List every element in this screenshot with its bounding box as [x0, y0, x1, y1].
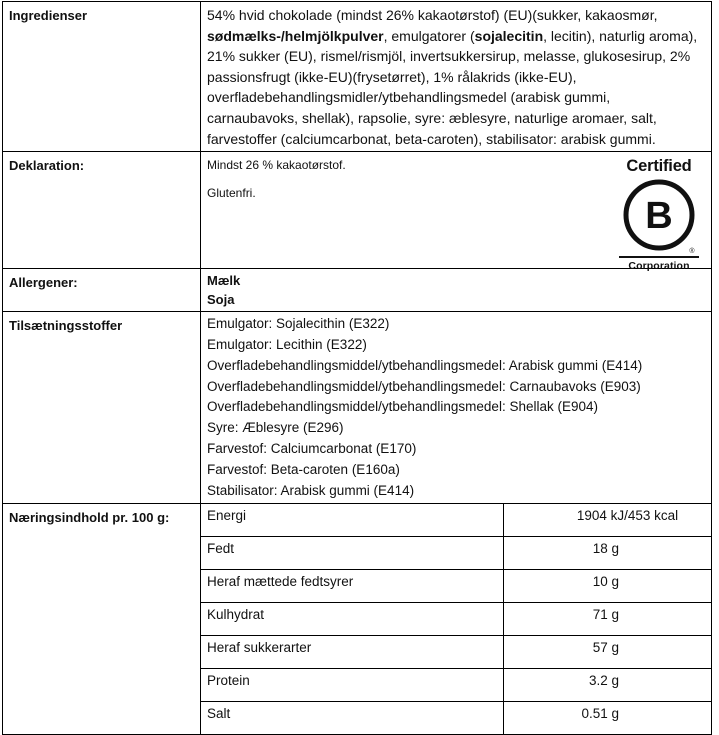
nutrition-table: [201, 504, 711, 734]
declaration-cocoa-text: Mindst 26 % kakaotørstof.: [207, 158, 346, 173]
ingredients-text-part: 54% hvid chokolade (mindst 26% kakaotørstof) (EU)(sukker, kakaosmør,: [207, 7, 658, 23]
nutrition-table-row: [201, 504, 711, 537]
nutrient-value: 57 g: [504, 636, 712, 669]
ingredients-allergen-milk: sødmælks-/helmjölkpulver: [207, 27, 384, 44]
additive-item: Overfladebehandlingsmiddel/ytbehandlingsmedel: Carnaubavoks (E903): [207, 378, 641, 394]
b-corp-corporation-text: Corporation: [628, 260, 690, 273]
additive-item: Syre: Æblesyre (E296): [207, 420, 344, 436]
nutrient-name: Heraf sukkerarter: [201, 636, 504, 669]
nutrition-table-row: [201, 669, 711, 702]
nutrient-value: 3.2 g: [504, 669, 712, 702]
b-corp-letter: B: [645, 195, 673, 238]
nutrient-name: Kulhydrat: [201, 603, 504, 636]
ingredients-cell: [201, 2, 712, 152]
declaration-gluten-text: Glutenfri.: [207, 186, 256, 201]
additive-item: Emulgator: Lecithin (E322): [207, 336, 367, 352]
nutrition-label: Næringsindhold pr. 100 g:: [3, 504, 201, 735]
allergen-milk: Mælk: [207, 273, 241, 289]
allergen-soy: Soja: [207, 292, 235, 308]
nutrient-value: 10 g: [504, 570, 712, 603]
additive-item: Farvestof: Beta-caroten (E160a): [207, 461, 400, 477]
nutrient-value: 1904 kJ/453 kcal: [504, 504, 712, 537]
b-corp-certified-text: Certified: [626, 157, 692, 176]
ingredients-text: [207, 4, 705, 149]
nutrition-table-row: [201, 702, 711, 735]
nutrition-row: [3, 504, 712, 735]
nutrition-table-row: [201, 537, 711, 570]
nutrition-table-row: [201, 636, 711, 669]
nutrient-name: Heraf mættede fedtsyrer: [201, 570, 504, 603]
ingredients-allergen-soy: sojalecitin: [474, 27, 544, 44]
nutrient-name: Energi: [201, 504, 504, 537]
nutrient-value: 18 g: [504, 537, 712, 570]
nutrition-table-row: [201, 603, 711, 636]
allergens-cell: [201, 269, 712, 312]
additive-item: Overfladebehandlingsmiddel/ytbehandlingsmedel: Shellak (E904): [207, 399, 598, 415]
ingredients-label: Ingredienser: [3, 2, 201, 152]
allergens-row: [3, 269, 712, 312]
additive-item: Stabilisator: Arabisk gummi (E414): [207, 482, 415, 498]
nutrient-name: Salt: [201, 702, 504, 735]
nutrition-table-row: [201, 570, 711, 603]
additives-cell: [201, 312, 712, 504]
declaration-cell: [201, 152, 712, 273]
nutrient-value: 71 g: [504, 603, 712, 636]
spec-table: [2, 1, 712, 735]
allergens-label: Allergener:: [3, 269, 201, 312]
registered-mark: ®: [689, 248, 695, 256]
ingredients-text-part: , emulgatorer (: [383, 27, 475, 44]
ingredients-row: [3, 2, 712, 152]
nutrient-name: Protein: [201, 669, 504, 702]
ingredients-text-part: , lecitin), naturlig aroma), 21% sukker (EU), rismel/rismjöl, invertsukkersirup, melasse, glukosesirup, 2% passionsfrugt (ikke-EU)(frysetørret), 1% rålakrids (ikke-EU), overfladebehandlingsmidler/ytbehandlingsmedel (arabisk gummi, carnaubavoks, shellak), rapsolie, syre: æblesyre, naturlige aromaer, salt, farvestoffer (calciumcarbonat, beta-caroten), stabilisator: arabisk gummi.: [207, 27, 698, 147]
additive-item: Emulgator: Sojalecithin (E322): [207, 316, 390, 332]
nutrition-cell: [201, 504, 712, 735]
b-corp-divider: [619, 256, 699, 259]
declaration-label: Deklaration:: [3, 152, 201, 269]
declaration-row: [3, 152, 712, 269]
additive-item: Overfladebehandlingsmiddel/ytbehandlingsmedel: Arabisk gummi (E414): [207, 357, 643, 373]
additives-row: [3, 312, 712, 504]
nutrient-value: 0.51 g: [581, 706, 619, 722]
certified-b-corp-logo: [619, 157, 699, 273]
nutrient-name: Fedt: [201, 537, 504, 570]
b-corp-circle-icon: [621, 177, 697, 255]
additives-label: Tilsætningsstoffer: [3, 312, 201, 504]
additive-item: Farvestof: Calciumcarbonat (E170): [207, 440, 417, 456]
